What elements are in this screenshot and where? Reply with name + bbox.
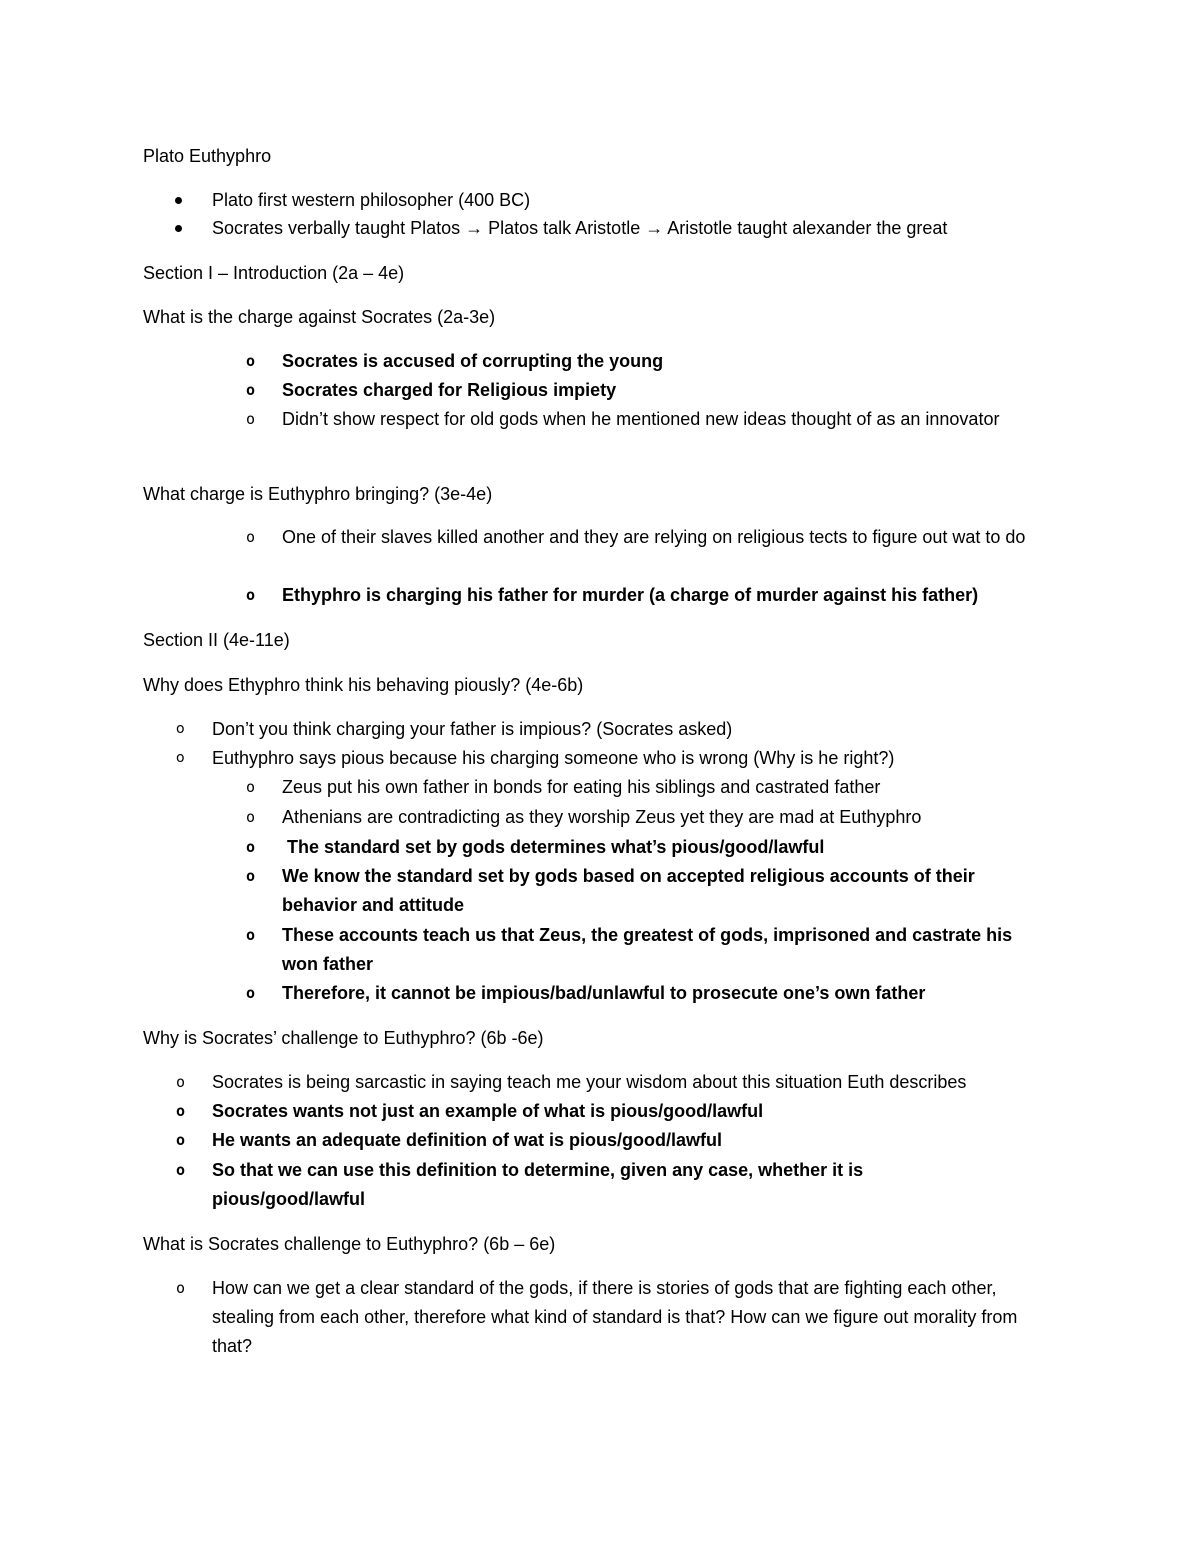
circle-bullet-icon: o bbox=[246, 867, 256, 885]
list-item: o Euthyphro says pious because his charging someone who is wrong (Why is he right?) bbox=[212, 744, 1112, 773]
section-2-question-3: What is Socrates challenge to Euthyphro? (6b – 6e) bbox=[143, 1234, 556, 1254]
list-item: o Socrates wants not just an example of what is pious/good/lawful bbox=[212, 1097, 1112, 1126]
list-item: o How can we get a clear standard of the gods, if there is stories of gods that are fighting each other, stealing from each other, therefore what kind of standard is that? How can we figure out morality from that? bbox=[212, 1274, 1062, 1361]
circle-bullet-icon: o bbox=[246, 352, 256, 370]
circle-bullet-icon: o bbox=[246, 778, 256, 796]
circle-bullet-icon: o bbox=[176, 1102, 186, 1120]
list-item: o He wants an adequate definition of wat is pious/good/lawful bbox=[212, 1126, 1112, 1155]
circle-bullet-icon: o bbox=[246, 984, 256, 1002]
circle-bullet-icon: o bbox=[246, 381, 256, 399]
list-item: o Ethyphro is charging his father for murder (a charge of murder against his father) bbox=[282, 581, 1102, 610]
bullet-icon bbox=[175, 197, 182, 204]
circle-bullet-icon: o bbox=[176, 750, 185, 766]
section-1-question-2: What charge is Euthyphro bringing? (3e-4e) bbox=[143, 484, 493, 504]
circle-bullet-icon: o bbox=[246, 586, 256, 604]
list-item: o Socrates is accused of corrupting the young bbox=[282, 347, 1072, 376]
list-item: o Socrates charged for Religious impiety bbox=[282, 376, 1072, 405]
bullet-icon bbox=[175, 225, 182, 232]
circle-bullet-icon: o bbox=[176, 721, 185, 737]
list-item: o Didn’t show respect for old gods when he mentioned new ideas thought of as an innovator bbox=[282, 405, 1002, 434]
document-title: Plato Euthyphro bbox=[143, 146, 272, 166]
list-item: o Zeus put his own father in bonds for eating his siblings and castrated father bbox=[282, 773, 1102, 802]
section-2-heading: Section II (4e-11e) bbox=[143, 630, 290, 650]
list-item: o One of their slaves killed another and they are relying on religious tects to figure out wat to do bbox=[282, 523, 1072, 552]
section-2-question-2: Why is Socrates’ challenge to Euthyphro? (6b -6e) bbox=[143, 1028, 544, 1048]
list-item: o These accounts teach us that Zeus, the greatest of gods, imprisoned and castrate his won father bbox=[282, 921, 1052, 979]
circle-bullet-icon: o bbox=[176, 1279, 186, 1297]
circle-bullet-icon: o bbox=[246, 808, 256, 826]
circle-bullet-icon: o bbox=[246, 838, 256, 856]
list-item: o We know the standard set by gods based on accepted religious accounts of their behavior and attitude bbox=[282, 862, 1032, 920]
section-1-heading: Section I – Introduction (2a – 4e) bbox=[143, 263, 405, 283]
circle-bullet-icon: o bbox=[246, 528, 256, 546]
circle-bullet-icon: o bbox=[246, 410, 256, 428]
circle-bullet-icon: o bbox=[176, 1131, 186, 1149]
circle-bullet-icon: o bbox=[176, 1073, 186, 1091]
circle-bullet-icon: o bbox=[246, 926, 256, 944]
list-item: o So that we can use this definition to determine, given any case, whether it is pious/good/lawful bbox=[212, 1156, 932, 1214]
intro-bullet-2: Socrates verbally taught Platos → Platos talk Aristotle → Aristotle taught alexander the great bbox=[212, 214, 1112, 243]
list-item: o Don’t you think charging your father is impious? (Socrates asked) bbox=[212, 715, 1112, 744]
intro-bullet-1: Plato first western philosopher (400 BC) bbox=[212, 186, 1112, 215]
list-item: o Athenians are contradicting as they worship Zeus yet they are mad at Euthyphro bbox=[282, 803, 1102, 832]
section-2-question-1: Why does Ethyphro think his behaving piously? (4e-6b) bbox=[143, 675, 584, 695]
list-item: o Socrates is being sarcastic in saying teach me your wisdom about this situation Euth describes bbox=[212, 1068, 1112, 1097]
section-1-question-1: What is the charge against Socrates (2a-3e) bbox=[143, 307, 496, 327]
list-item: o The standard set by gods determines what’s pious/good/lawful bbox=[287, 833, 1107, 862]
circle-bullet-icon: o bbox=[176, 1161, 186, 1179]
list-item: o Therefore, it cannot be impious/bad/unlawful to prosecute one’s own father bbox=[282, 979, 1102, 1008]
